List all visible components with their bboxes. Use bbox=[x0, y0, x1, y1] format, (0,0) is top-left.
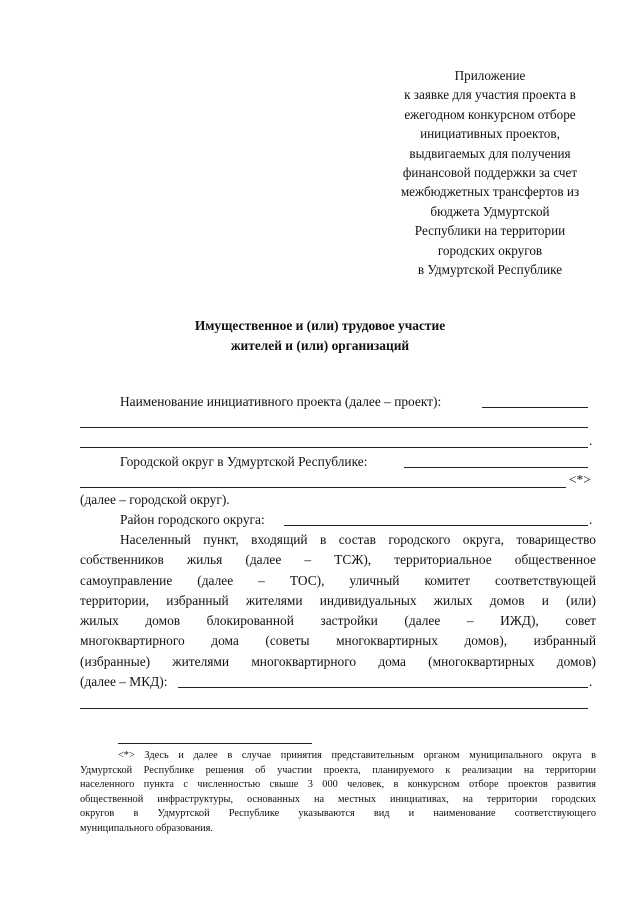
appendix-line: инициативных проектов, bbox=[420, 126, 560, 142]
settlement-line: собственников жилья (далее – ТСЖ), территориальное общественное bbox=[80, 552, 596, 568]
district-period: . bbox=[589, 512, 593, 527]
settlement-line: (избранные) жителями многоквартирного дома (многоквартирных домов) bbox=[80, 653, 596, 669]
appendix-line: межбюджетных трансфертов из bbox=[400, 184, 580, 200]
footnote-separator bbox=[118, 743, 312, 744]
footnote-reference: <*> bbox=[569, 472, 591, 487]
footnote-line: муниципального образования. bbox=[80, 822, 213, 834]
appendix-line: финансовой поддержки за счет bbox=[402, 165, 578, 181]
project-name-label: Наименование инициативного проекта (далее – проект): bbox=[120, 394, 442, 409]
city-district-note: (далее – городской округ). bbox=[80, 492, 230, 507]
mkd-period: . bbox=[589, 674, 593, 689]
footnote-line: <*> Здесь и далее в случае принятия представительным органом муниципального округа в bbox=[118, 750, 596, 761]
district-field[interactable] bbox=[284, 525, 588, 526]
title-line-2: жителей и (или) организаций bbox=[230, 338, 410, 353]
appendix-header bbox=[380, 66, 600, 279]
footnote-line: округов в Удмуртской Республике указываются вид и наименование соответствующего bbox=[80, 808, 596, 820]
city-district-label: Городской округ в Удмуртской Республике: bbox=[120, 454, 368, 469]
city-district-field[interactable] bbox=[404, 467, 588, 468]
mkd-field[interactable] bbox=[178, 687, 588, 688]
settlement-line: многоквартирного дома (советы многоквартирных домов), избранный bbox=[80, 633, 596, 649]
appendix-line: выдвигаемых для получения bbox=[409, 145, 571, 161]
appendix-line: ежегодном конкурсном отборе bbox=[404, 106, 576, 122]
settlement-line: Населенный пункт, входящий в состав городского округа, товарищество bbox=[120, 532, 596, 547]
city-district-field-line-2[interactable] bbox=[80, 487, 566, 488]
appendix-line: городских округов bbox=[437, 242, 543, 258]
settlement-line: самоуправление (далее – ТОС), уличный комитет соответствующей bbox=[80, 572, 596, 588]
project-name-field-line-3[interactable] bbox=[80, 447, 588, 448]
mkd-field-line-2[interactable] bbox=[80, 708, 588, 709]
appendix-line: к заявке для участия проекта в bbox=[404, 87, 576, 103]
district-label: Район городского округа: bbox=[120, 512, 265, 527]
appendix-line: в Удмуртской Республике bbox=[417, 262, 563, 278]
appendix-line: бюджета Удмуртской bbox=[430, 203, 550, 219]
footnote-line: Удмуртской Республике решения об участии проекта, планируемого к реализации на территории bbox=[80, 764, 596, 776]
appendix-line: Приложение bbox=[454, 68, 526, 83]
mkd-label: (далее – МКД): bbox=[80, 674, 168, 689]
footnote-line: общественной инфраструктуры, основанных на местных инициативах, на территории городских bbox=[80, 793, 596, 805]
title-line-1: Имущественное и (или) трудовое участие bbox=[194, 318, 446, 333]
project-name-period: . bbox=[589, 433, 593, 448]
appendix-line: Республики на территории bbox=[414, 223, 566, 239]
settlement-line: территории, избранный жителями индивидуальных жилых домов и (или) bbox=[80, 592, 596, 608]
footnote-line: населенного пункта с численностью свыше 3 000 человек, в конкурсном отборе проектов развития bbox=[80, 779, 596, 791]
settlement-line: жилых домов блокированной застройки (далее – ИЖД), совет bbox=[80, 613, 596, 629]
project-name-field[interactable] bbox=[482, 407, 588, 408]
footnote bbox=[80, 749, 596, 837]
project-name-field-line-2[interactable] bbox=[80, 427, 588, 428]
document-title bbox=[120, 316, 520, 356]
settlement-paragraph bbox=[80, 530, 596, 672]
